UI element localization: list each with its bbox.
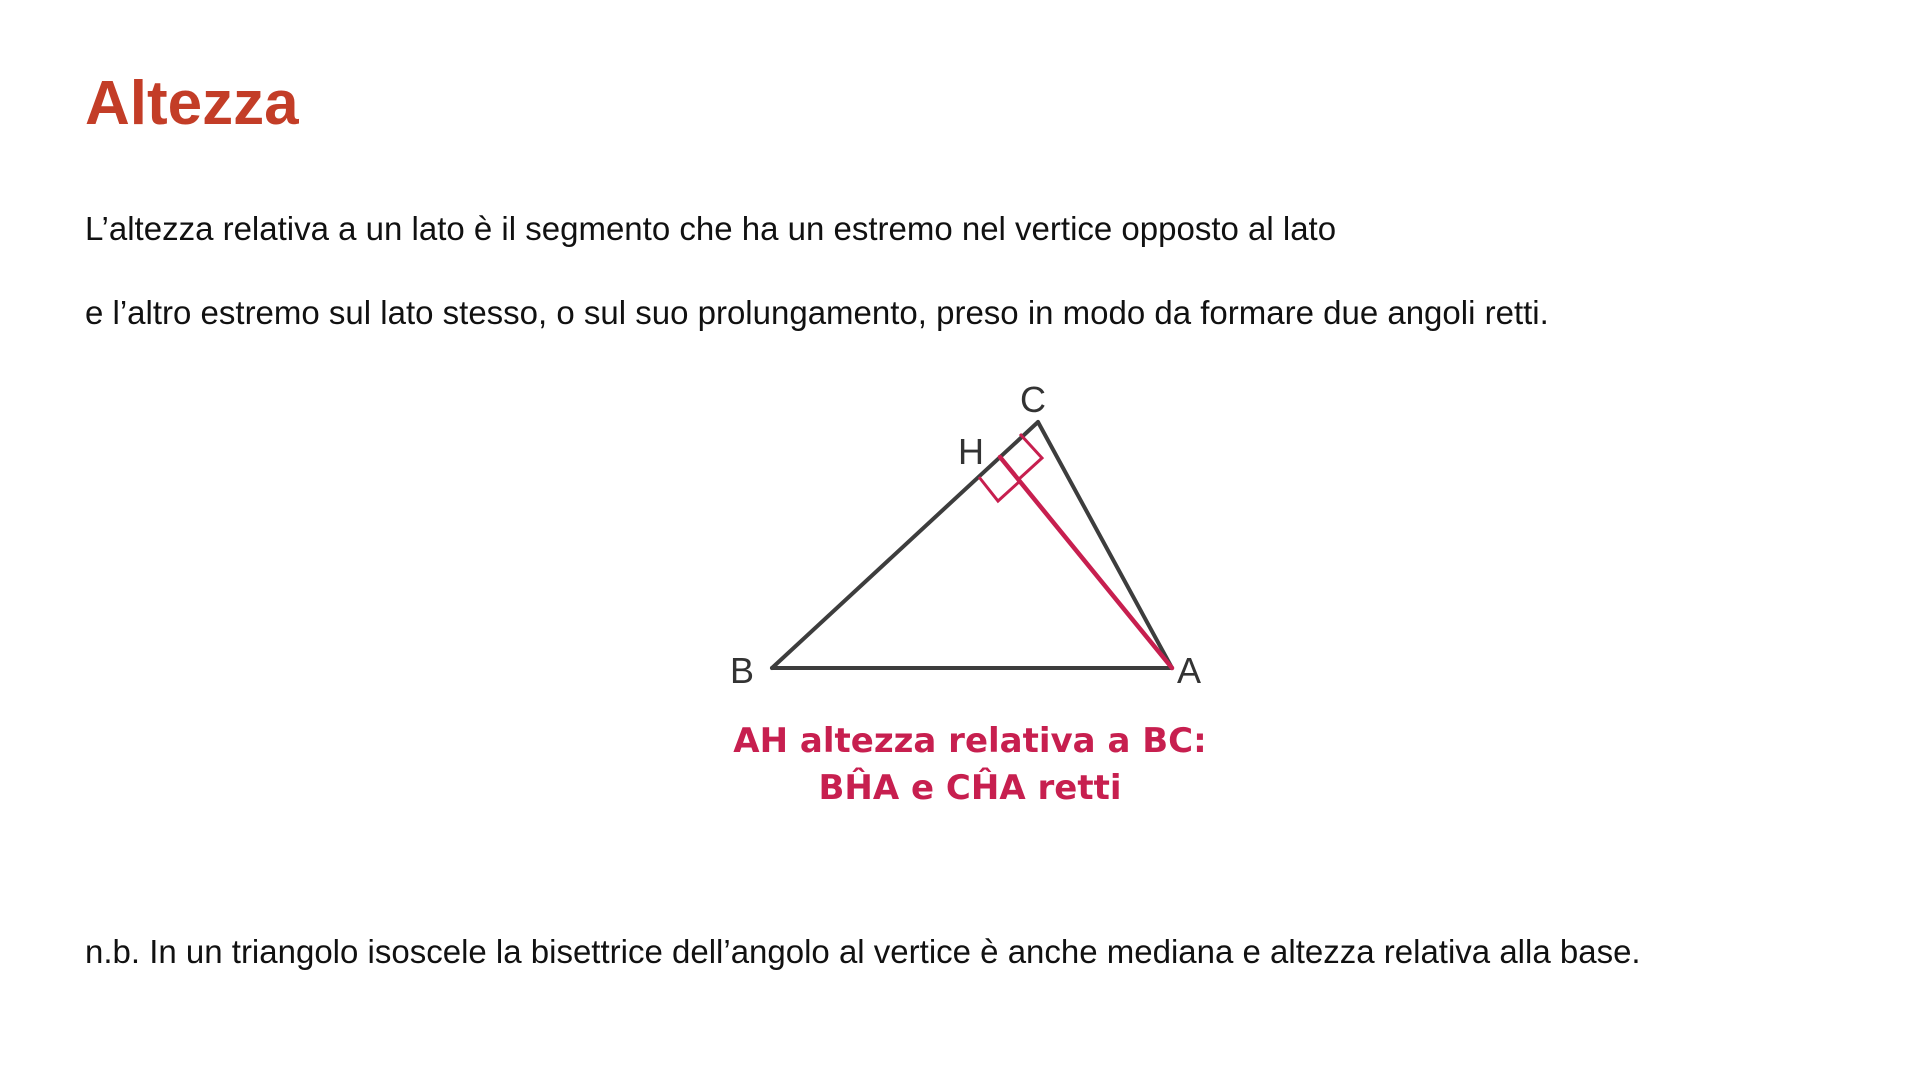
note-text: n.b. In un triangolo isoscele la bisettrice dell’angolo al vertice è anche mediana e altezza relativa alla base. <box>85 933 1641 970</box>
side-bc <box>772 422 1038 668</box>
vertex-label-h: H <box>958 431 984 472</box>
vertex-label-c: C <box>1020 379 1046 420</box>
vertex-label-b: B <box>730 650 755 691</box>
figure-caption-line-2: BĤA e CĤA retti <box>818 768 1122 808</box>
figure-caption-line-1: AH altezza relativa a BC: <box>733 721 1207 761</box>
definition-line-1: L’altezza relativa a un lato è il segmento che ha un estremo nel vertice opposto al lato <box>85 210 1337 247</box>
right-angle-marker-cha <box>1019 434 1042 479</box>
page-title: Altezza <box>85 69 299 138</box>
altitude-ah <box>1000 457 1172 668</box>
triangle-figure <box>700 370 1220 820</box>
vertex-label-a: A <box>1177 650 1202 691</box>
right-angle-marker-bha <box>979 477 1020 501</box>
definition-line-2: e l’altro estremo sul lato stesso, o sul suo prolungamento, preso in modo da formare due angoli retti. <box>85 294 1549 331</box>
side-ca <box>1038 422 1172 668</box>
triangle-diagram <box>700 370 1220 820</box>
